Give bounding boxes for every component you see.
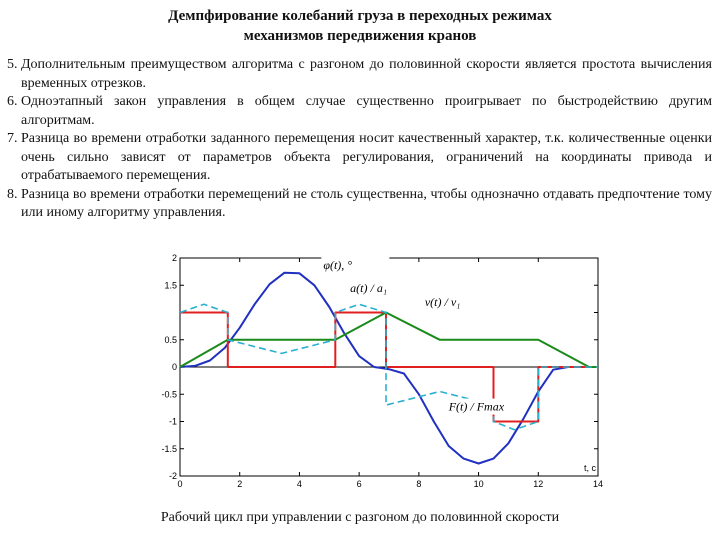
x-tick-label: 14 xyxy=(592,479,604,489)
y-tick-label: -0.5 xyxy=(161,389,177,400)
y-tick-label: -1.5 xyxy=(161,443,177,454)
list-item xyxy=(7,56,712,93)
x-tick-label: 12 xyxy=(533,479,544,489)
x-tick-label: 4 xyxy=(296,479,302,489)
slide-title xyxy=(0,6,720,46)
annotation-label: φ(t), ° xyxy=(323,257,353,272)
x-tick-label: 10 xyxy=(473,479,484,489)
x-axis-label: t, c xyxy=(583,463,596,473)
series-line-3 xyxy=(180,313,598,368)
list-item-number: 8. xyxy=(7,186,21,202)
y-tick-label: 1.5 xyxy=(164,280,177,291)
list-item xyxy=(7,130,712,186)
list-item-text: Дополнительным преимуществом алгоритма с разгоном до половинной скорости является простота вычисления временных отрезков. xyxy=(21,57,712,91)
x-tick-label: 2 xyxy=(237,479,243,489)
list-item xyxy=(7,93,712,130)
annotation-label: a(t) / a₁ xyxy=(350,280,388,295)
y-tick-label: 0 xyxy=(171,362,177,372)
work-cycle-chart xyxy=(150,250,620,492)
x-tick-label: 0 xyxy=(177,479,183,489)
annotation-label: F(t) / Fmax xyxy=(448,399,505,414)
series-line-1 xyxy=(180,273,598,464)
list-item-text: Разница во времени отработки перемещений не столь существенна, чтобы однозначно отдавать предпочтение тому или иному алгоритму управления. xyxy=(21,186,712,220)
slide-title-line-2: механизмов передвижения кранов xyxy=(243,28,477,44)
chart-caption: Рабочий цикл при управлении с разгоном до половинной скорости xyxy=(160,510,560,525)
list-item-number: 6. xyxy=(7,94,21,109)
list-item-number: 5. xyxy=(7,57,21,72)
conclusion-list xyxy=(7,56,712,223)
y-tick-label: 2 xyxy=(171,253,177,263)
list-item xyxy=(7,186,712,223)
y-tick-label: -2 xyxy=(168,471,177,481)
x-tick-label: 8 xyxy=(416,479,422,489)
list-item-text: Одноэтапный закон управления в общем случае существенно проигрывает по быстродействию другим алгоритмам. xyxy=(21,94,712,128)
slide-title-line-1: Демпфирование колебаний груза в переходных режимах xyxy=(168,8,552,24)
list-item-number: 7. xyxy=(7,131,21,146)
annotation-label: v(t) / v₁ xyxy=(424,294,461,309)
list-item-text: Разница во времени отработки заданного перемещения носит качественный характер, т.к. количественные оценки очень сильно зависят от параметров объекта регулирования, ограничений на координаты привода и отрабатываемого перемещения. xyxy=(21,131,712,183)
x-tick-label: 6 xyxy=(356,479,362,489)
y-tick-label: 0.5 xyxy=(164,334,177,345)
y-tick-label: -1 xyxy=(168,416,177,427)
